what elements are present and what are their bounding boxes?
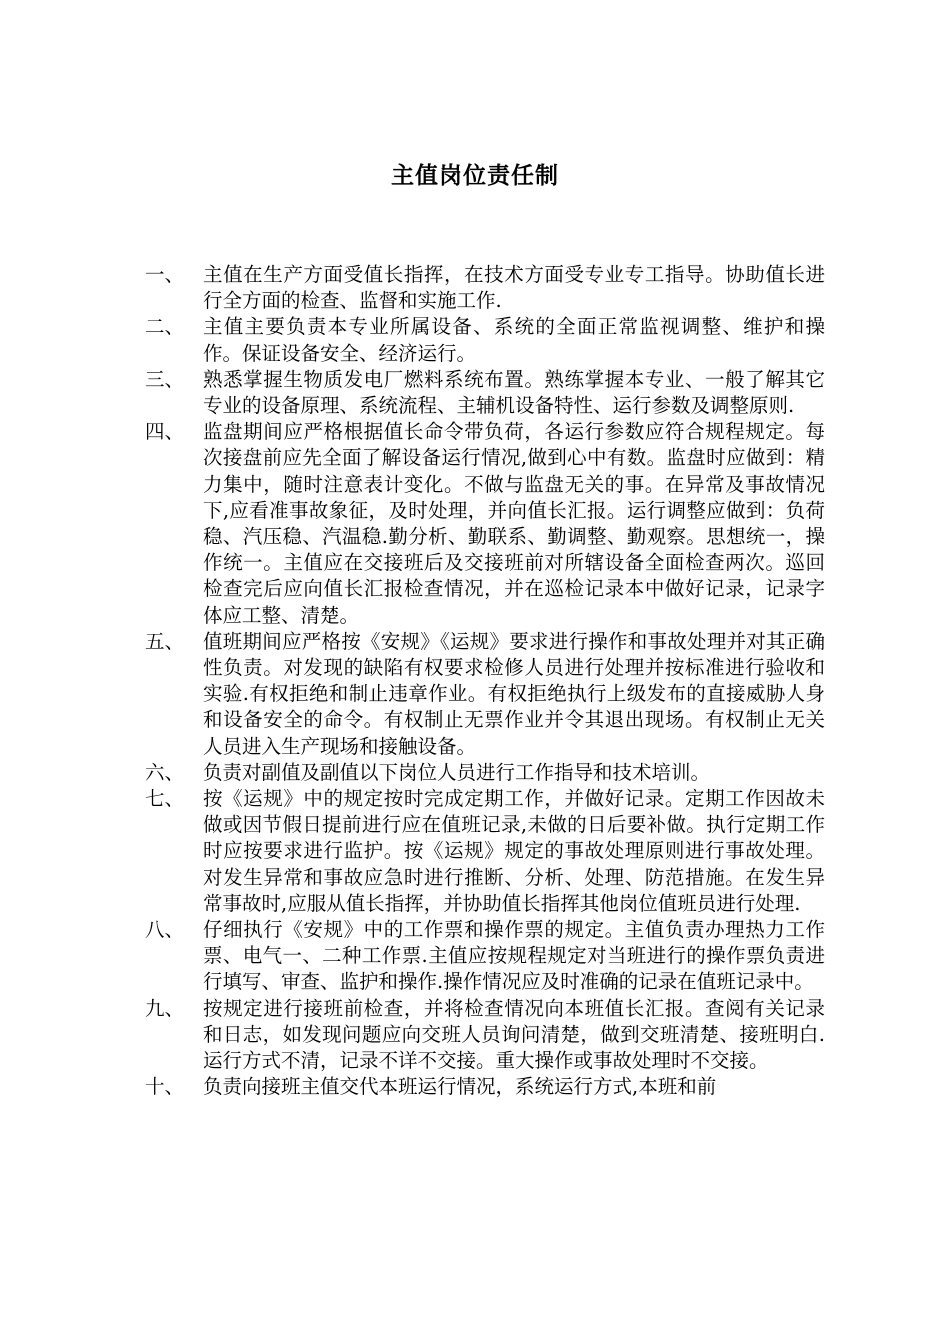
clause-list <box>145 262 825 1101</box>
clause-item <box>145 996 825 1075</box>
clause-text: 监盘期间应严格根据值长命令带负荷，各运行参数应符合规程规定。每次接盘前应先全面了解设备运行情况,做到心中有数。监盘时应做到：精力集中，随时注意表计变化。不做与监盘无关的事。在异常及事故情况下,应看准事故象征，及时处理，并向值长汇报。运行调整应做到：负荷稳、汽压稳、汽温稳.勤分析、勤联系、勤调整、勤观察。思想统一，操作统一。主值应在交接班后及交接班前对所辖设备全面检查两次。巡回检查完后应向值长汇报检查情况，并在巡检记录本中做好记录，记录字体应工整、清楚。 <box>203 420 825 627</box>
clause-item <box>145 419 825 629</box>
clause-number: 一、 <box>145 263 185 286</box>
clause-number: 十、 <box>145 1075 185 1099</box>
clause-item <box>145 760 825 786</box>
clause-number: 五、 <box>145 629 185 653</box>
clause-text: 主值在生产方面受值长指挥，在技术方面受专业专工指导。协助值长进行全方面的检查、监督和实施工作. <box>203 263 825 313</box>
clause-number: 四、 <box>145 420 185 444</box>
clause-text: 按规定进行接班前检查，并将检查情况向本班值长汇报。查阅有关记录和日志，如发现问题应向交班人员询问清楚，做到交班清楚、接班明白.运行方式不清，记录不详不交接。重大操作或事故处理时不交接。 <box>203 996 825 1073</box>
clause-number: 二、 <box>145 315 185 339</box>
clause-text: 熟悉掌握生物质发电厂燃料系统布置。熟练掌握本专业、一般了解其它专业的设备原理、系统流程、主辅机设备特性、运行参数及调整原则. <box>203 367 825 418</box>
clause-number: 六、 <box>145 760 185 784</box>
clause-number: 八、 <box>145 918 185 942</box>
clause-item <box>145 917 825 996</box>
clause-text: 负责对副值及副值以下岗位人员进行工作指导和技术培训。 <box>203 760 711 784</box>
clause-text: 按《运规》中的规定按时完成定期工作，并做好记录。定期工作因故未做或因节假日提前进行应在值班记录,未做的日后要补做。执行定期工作时应按要求进行监护。按《运规》规定的事故处理原则进行事故处理。对发生异常和事故应急时进行推断、分析、处理、防范措施。在发生异常事故时,应服从值长指挥，并协助值长指挥其他岗位值班员进行处理. <box>203 787 825 915</box>
clause-text: 仔细执行《安规》中的工作票和操作票的规定。主值负责办理热力工作票、电气一、二种工作票.主值应按规程规定对当班进行的操作票负责进行填写、审查、监护和操作.操作情况应及时准确的记录在值班记录中。 <box>203 918 825 994</box>
clause-text: 值班期间应严格按《安规》《运规》要求进行操作和事故处理并对其正确性负责。对发现的缺陷有权要求检修人员进行处理并按标准进行验收和实验.有权拒绝和制止违章作业。有权拒绝执行上级发布的直接威胁人身和设备安全的命令。有权制止无票作业并令其退出现场。有权制止无关人员进入生产现场和接触设备。 <box>203 629 825 758</box>
clause-number: 三、 <box>145 367 185 391</box>
clause-item <box>145 1074 825 1100</box>
clause-item <box>145 786 825 917</box>
document-title: 主值岗位责任制 <box>391 163 559 189</box>
clause-item <box>145 629 825 760</box>
clause-item <box>145 367 825 419</box>
clause-item <box>145 314 825 366</box>
clause-number: 九、 <box>145 996 185 1020</box>
clause-text: 主值主要负责本专业所属设备、系统的全面正常监视调整、维护和操作。保证设备安全、经济运行。 <box>203 315 825 365</box>
clause-item <box>145 262 825 314</box>
clause-text: 负责向接班主值交代本班运行情况，系统运行方式,本班和前 <box>203 1075 717 1099</box>
clause-number: 七、 <box>145 787 185 811</box>
